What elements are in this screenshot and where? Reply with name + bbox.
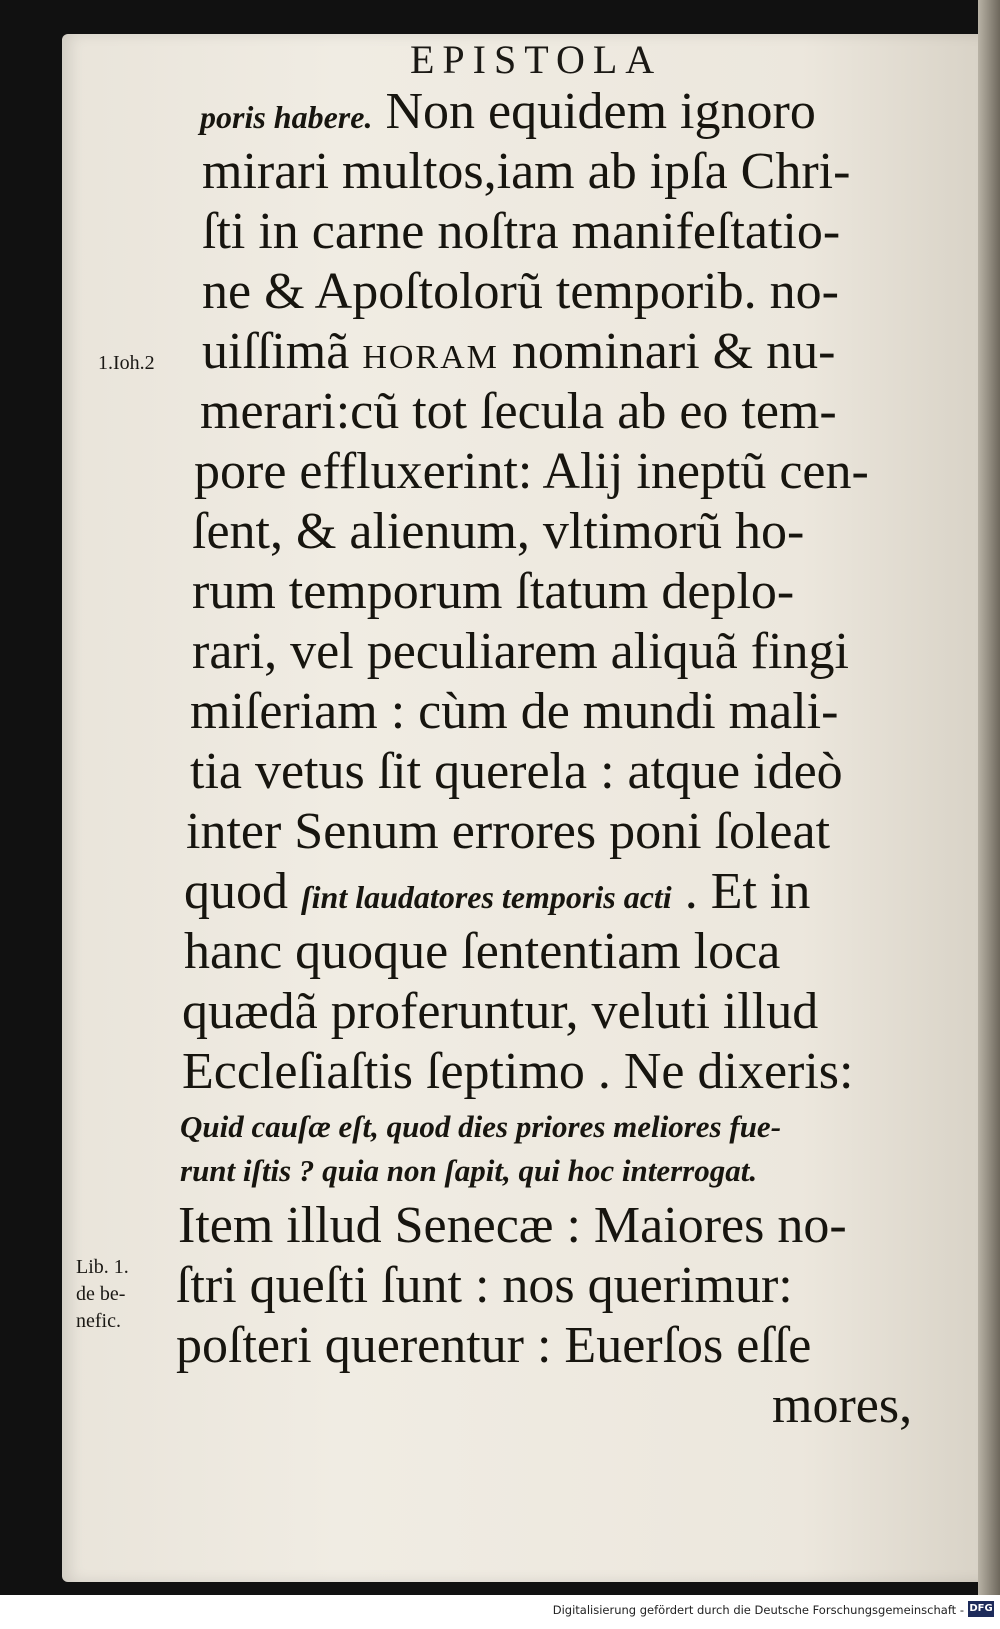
- text-line-14: quod ſint laudatores temporis acti . Et in: [184, 863, 811, 920]
- text-line-5: uiſſimã HORAM nominari & nu-: [202, 323, 836, 380]
- text-line-17: Eccleſiaſtis ſeptimo . Ne dixeris:: [182, 1043, 854, 1100]
- text-line-2: mirari multos,iam ab ipſa Chri-: [202, 143, 851, 200]
- text-line-1: poris habere. Non equidem ignoro: [200, 83, 816, 140]
- running-head: EPISTOLA: [410, 37, 663, 82]
- marginal-note-ioh: 1.Ioh.2: [98, 352, 155, 374]
- text-line-13: inter Senum errores poni ſoleat: [186, 803, 831, 860]
- text-line-8: ſent, & alienum, vltimorũ ho-: [192, 503, 805, 560]
- text-line-11: miſeriam : cùm de mundi mali-: [190, 683, 839, 740]
- text-line-9: rum temporum ſtatum deplo-: [192, 563, 795, 620]
- text-line-22: poſteri querentur : Euerſos eſſe: [176, 1317, 812, 1374]
- text-line-7: pore effluxerint: Alij ineptũ cen-: [194, 443, 869, 500]
- text-line-12: tia vetus ſit querela : atque ideò: [190, 743, 843, 800]
- marginal-note-lib-1: Lib. 1.: [76, 1256, 129, 1278]
- text-line-15: hanc quoque ſententiam loca: [184, 923, 781, 980]
- footer-credit: Digitalisierung gefördert durch die Deutsche Forschungsgemeinschaft -: [552, 1603, 964, 1617]
- marginal-note-lib-2: de be-: [76, 1283, 126, 1305]
- footer-bar: [0, 1595, 1000, 1629]
- text-line-18-italic-quote: Quid cauſæ eſt, quod dies priores meliores fue-: [180, 1109, 782, 1144]
- text-line-23-catchword: mores,: [772, 1377, 913, 1434]
- page-edge: [978, 0, 1000, 1595]
- text-line-3: ſti in carne noſtra manifeſtatio-: [202, 203, 841, 260]
- text-line-20: Item illud Senecæ : Maiores no-: [178, 1197, 847, 1254]
- text-line-21: ſtri queſti ſunt : nos querimur:: [176, 1257, 793, 1314]
- text-line-19-italic-quote: runt iſtis ? quia non ſapit, qui hoc interrogat.: [180, 1153, 758, 1188]
- text-line-10: rari, vel peculiarem aliquã fingi: [192, 623, 849, 680]
- marginal-note-lib-3: nefic.: [76, 1310, 121, 1332]
- text-line-6: merari:cũ tot ſecula ab eo tem-: [200, 383, 837, 440]
- dfg-logo-icon: DFG: [968, 1601, 994, 1617]
- text-line-16: quædã proferuntur, veluti illud: [182, 983, 819, 1040]
- text-line-4: ne & Apoſtolorũ temporib. no-: [202, 263, 839, 320]
